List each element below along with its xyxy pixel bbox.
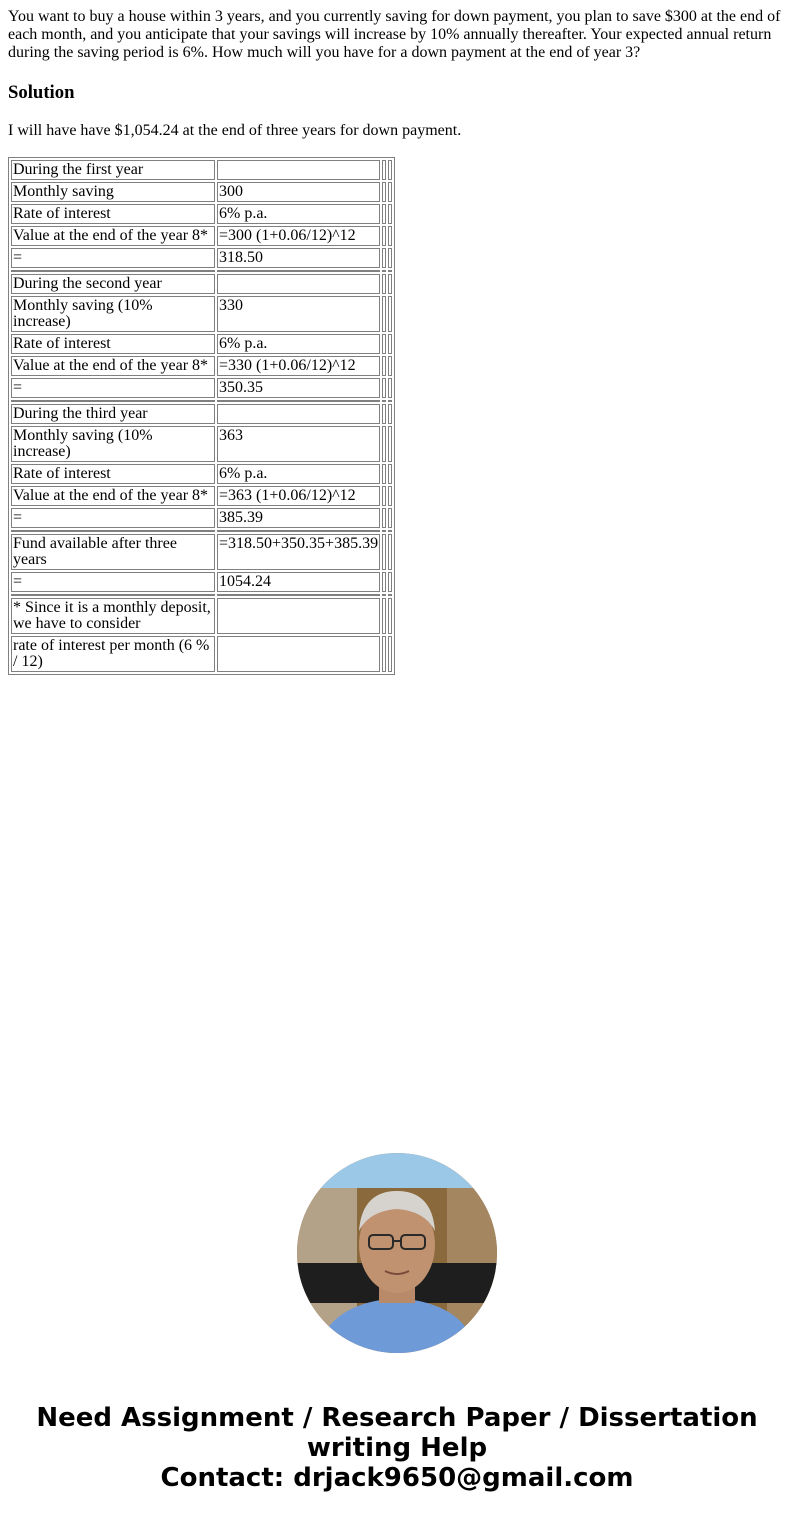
table-row: [11, 486, 392, 506]
year3-value-formula: =363 (1+0.06/12)^12: [217, 486, 380, 506]
year2-rate-value: 6% p.a.: [217, 334, 380, 354]
separator-row: [11, 594, 392, 596]
year3-rate-label: Rate of interest: [11, 464, 215, 484]
year3-rate-value: 6% p.a.: [217, 464, 380, 484]
total-formula: =318.50+350.35+385.39: [217, 534, 380, 570]
year2-eq-value: 350.35: [217, 378, 380, 398]
year3-eq-value: 385.39: [217, 508, 380, 528]
empty-cell: [388, 530, 392, 532]
empty-cell: [217, 598, 380, 634]
note-line2: rate of interest per month (6 % / 12): [11, 636, 215, 672]
empty-cell: [388, 248, 392, 268]
empty-cell: [382, 400, 386, 402]
table-row: [11, 426, 392, 462]
empty-cell: [388, 486, 392, 506]
empty-cell: [388, 334, 392, 354]
year1-heading: During the first year: [11, 160, 215, 180]
empty-cell: [217, 400, 380, 402]
separator-row: [11, 270, 392, 272]
empty-cell: [388, 296, 392, 332]
empty-cell: [388, 378, 392, 398]
table-row: [11, 636, 392, 672]
year1-value-label: Value at the end of the year 8*: [11, 226, 215, 246]
year2-heading: During the second year: [11, 274, 215, 294]
empty-cell: [388, 572, 392, 592]
empty-cell: [388, 274, 392, 294]
year3-value-label: Value at the end of the year 8*: [11, 486, 215, 506]
empty-cell: [382, 598, 386, 634]
empty-cell: [388, 160, 392, 180]
empty-cell: [217, 636, 380, 672]
empty-cell: [11, 530, 215, 532]
empty-cell: [382, 594, 386, 596]
empty-cell: [388, 598, 392, 634]
table-row: [11, 508, 392, 528]
empty-cell: [382, 530, 386, 532]
empty-cell: [382, 204, 386, 224]
empty-cell: [388, 426, 392, 462]
empty-cell: [388, 594, 392, 596]
empty-cell: [382, 378, 386, 398]
empty-cell: [382, 426, 386, 462]
empty-cell: [382, 248, 386, 268]
promo-line1: Need Assignment / Research Paper / Dissertation writing Help: [36, 1403, 758, 1463]
empty-cell: [217, 530, 380, 532]
empty-cell: [382, 508, 386, 528]
table-row: [11, 160, 392, 180]
separator-row: [11, 400, 392, 402]
empty-cell: [382, 636, 386, 672]
empty-cell: [382, 356, 386, 376]
empty-cell: [382, 464, 386, 484]
empty-cell: [11, 400, 215, 402]
year2-saving-value: 330: [217, 296, 380, 332]
year2-rate-label: Rate of interest: [11, 334, 215, 354]
year1-saving-label: Monthly saving: [11, 182, 215, 202]
author-portrait: [297, 1153, 497, 1353]
empty-cell: [388, 534, 392, 570]
empty-cell: [217, 274, 380, 294]
year3-heading: During the third year: [11, 404, 215, 424]
year2-eq-label: =: [11, 378, 215, 398]
empty-cell: [382, 270, 386, 272]
year1-rate-value: 6% p.a.: [217, 204, 380, 224]
empty-cell: [382, 182, 386, 202]
empty-cell: [217, 160, 380, 180]
empty-cell: [388, 636, 392, 672]
table-row: [11, 182, 392, 202]
empty-cell: [382, 296, 386, 332]
year1-eq-label: =: [11, 248, 215, 268]
table-row: [11, 248, 392, 268]
year2-value-label: Value at the end of the year 8*: [11, 356, 215, 376]
empty-cell: [11, 270, 215, 272]
page-content: [0, 0, 794, 675]
year1-eq-value: 318.50: [217, 248, 380, 268]
empty-cell: [388, 270, 392, 272]
answer-text: I will have have $1,054.24 at the end of three years for down payment.: [8, 122, 462, 139]
solution-heading: Solution: [8, 82, 75, 103]
empty-cell: [388, 400, 392, 402]
empty-cell: [217, 270, 380, 272]
table-row: [11, 334, 392, 354]
empty-cell: [382, 404, 386, 424]
empty-cell: [388, 356, 392, 376]
empty-cell: [388, 204, 392, 224]
year1-value-formula: =300 (1+0.06/12)^12: [217, 226, 380, 246]
table-row: [11, 404, 392, 424]
empty-cell: [11, 594, 215, 596]
empty-cell: [388, 508, 392, 528]
promo-contact: Contact: drjack9650@gmail.com: [160, 1463, 634, 1493]
table-row: [11, 296, 392, 332]
empty-cell: [388, 226, 392, 246]
year2-saving-label: Monthly saving (10% increase): [11, 296, 215, 332]
promo-banner: [0, 1403, 794, 1493]
empty-cell: [217, 594, 380, 596]
empty-cell: [382, 274, 386, 294]
empty-cell: [382, 486, 386, 506]
table-row: [11, 378, 392, 398]
year3-eq-label: =: [11, 508, 215, 528]
empty-cell: [382, 572, 386, 592]
table-row: [11, 572, 392, 592]
calculation-table: [8, 157, 395, 675]
note-line1: * Since it is a monthly deposit, we have to consider: [11, 598, 215, 634]
empty-cell: [382, 334, 386, 354]
empty-cell: [217, 404, 380, 424]
table-row: [11, 534, 392, 570]
empty-cell: [388, 182, 392, 202]
year3-saving-value: 363: [217, 426, 380, 462]
empty-cell: [382, 226, 386, 246]
empty-cell: [388, 464, 392, 484]
empty-cell: [388, 404, 392, 424]
table-row: [11, 274, 392, 294]
table-row: [11, 204, 392, 224]
empty-cell: [382, 534, 386, 570]
year1-rate-label: Rate of interest: [11, 204, 215, 224]
table-row: [11, 598, 392, 634]
separator-row: [11, 530, 392, 532]
author-photo: [297, 1153, 497, 1353]
year2-value-formula: =330 (1+0.06/12)^12: [217, 356, 380, 376]
total-eq-label: =: [11, 572, 215, 592]
table-row: [11, 226, 392, 246]
table-row: [11, 464, 392, 484]
question-text: You want to buy a house within 3 years, and you currently saving for down payment, you plan to save $300 at the end of each month, and you anticipate that your savings will increase by 10% annually thereafter. Your expected annual return during the saving period is 6%. How much will you have for a down payment at the end of year 3?: [8, 8, 781, 61]
total-label: Fund available after three years: [11, 534, 215, 570]
table-row: [11, 356, 392, 376]
total-eq-value: 1054.24: [217, 572, 380, 592]
year1-saving-value: 300: [217, 182, 380, 202]
empty-cell: [382, 160, 386, 180]
year3-saving-label: Monthly saving (10% increase): [11, 426, 215, 462]
